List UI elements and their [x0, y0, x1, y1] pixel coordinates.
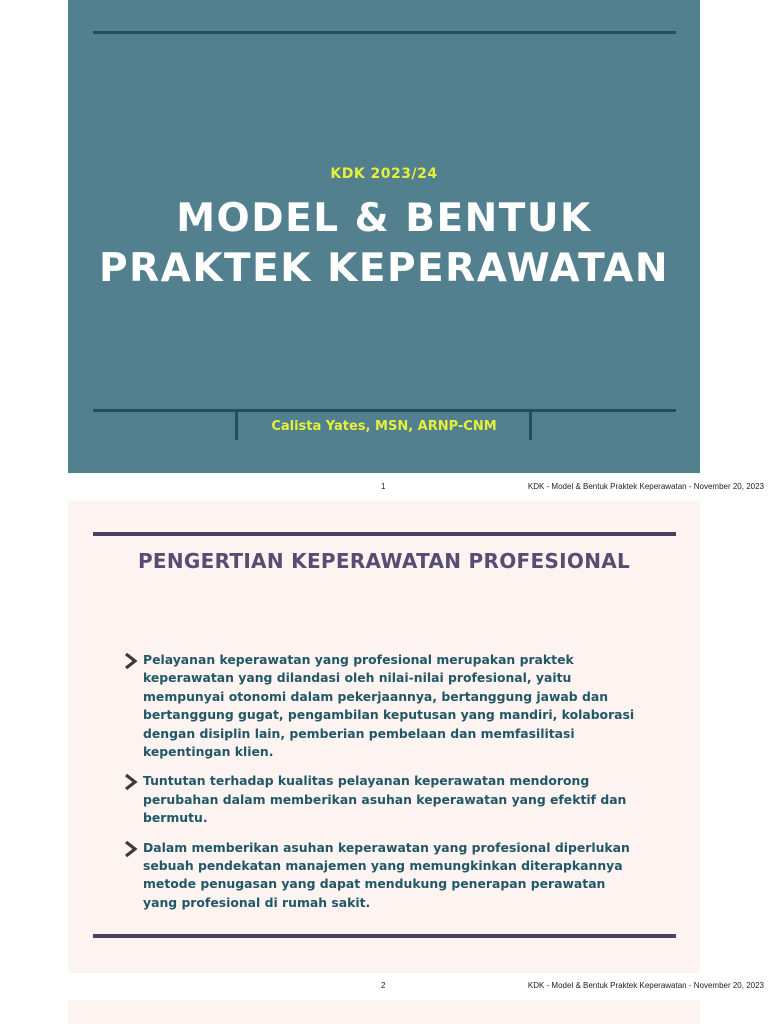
title-slide — [68, 0, 700, 473]
top-rule — [93, 532, 676, 536]
next-slide-partial — [68, 1000, 700, 1024]
title-line-2: PRAKTEK KEPERAWATAN — [99, 246, 669, 291]
page-number: 2 — [381, 981, 386, 990]
title-line-1: MODEL & BENTUK — [176, 196, 592, 241]
author-name: Calista Yates, MSN, ARNP-CNM — [271, 419, 497, 434]
bullet-list — [122, 651, 642, 923]
top-rule — [93, 31, 676, 34]
list-item — [122, 839, 642, 913]
bottom-rule — [93, 934, 676, 938]
page-number: 1 — [381, 482, 386, 491]
page-footer — [0, 480, 768, 494]
content-slide — [68, 501, 700, 973]
list-item — [122, 651, 642, 761]
chevron-right-icon — [124, 841, 138, 857]
bottom-rule — [93, 409, 676, 412]
chevron-right-icon — [124, 653, 138, 669]
footer-info: KDK - Model & Bentuk Praktek Keperawatan - November 20, 2023 — [527, 482, 764, 491]
list-item — [122, 772, 642, 827]
bullet-text: Tuntutan terhadap kualitas pelayanan keperawatan mendorong perubahan dalam memberikan asuhan keperawatan yang efektif dan bermutu. — [143, 773, 627, 826]
page-footer — [0, 979, 768, 993]
footer-info: KDK - Model & Bentuk Praktek Keperawatan - November 20, 2023 — [527, 981, 764, 990]
bullet-text: Pelayanan keperawatan yang profesional merupakan praktek keperawatan yang dilandasi oleh nilai-nilai profesional, yaitu mempunyai otonomi dalam pekerjaannya, bertanggung jawab dan bertanggung gugat, pengambilan keputusan yang mandiri, kolaborasi dengan disiplin lain, pemberian pembelaan dan memfasilitasi kepentingan klien. — [143, 652, 635, 760]
course-code: KDK 2023/24 — [330, 166, 438, 182]
chevron-right-icon — [124, 774, 138, 790]
slide-title — [68, 194, 700, 294]
slide-heading: PENGERTIAN KEPERAWATAN PROFESIONAL — [137, 549, 631, 573]
bullet-text: Dalam memberikan asuhan keperawatan yang profesional diperlukan sebuah pendekatan manajemen yang memungkinkan diterapkannya metode penugasan yang dapat mendukung penerapan perawatan yang profesional di rumah sakit. — [143, 839, 630, 910]
